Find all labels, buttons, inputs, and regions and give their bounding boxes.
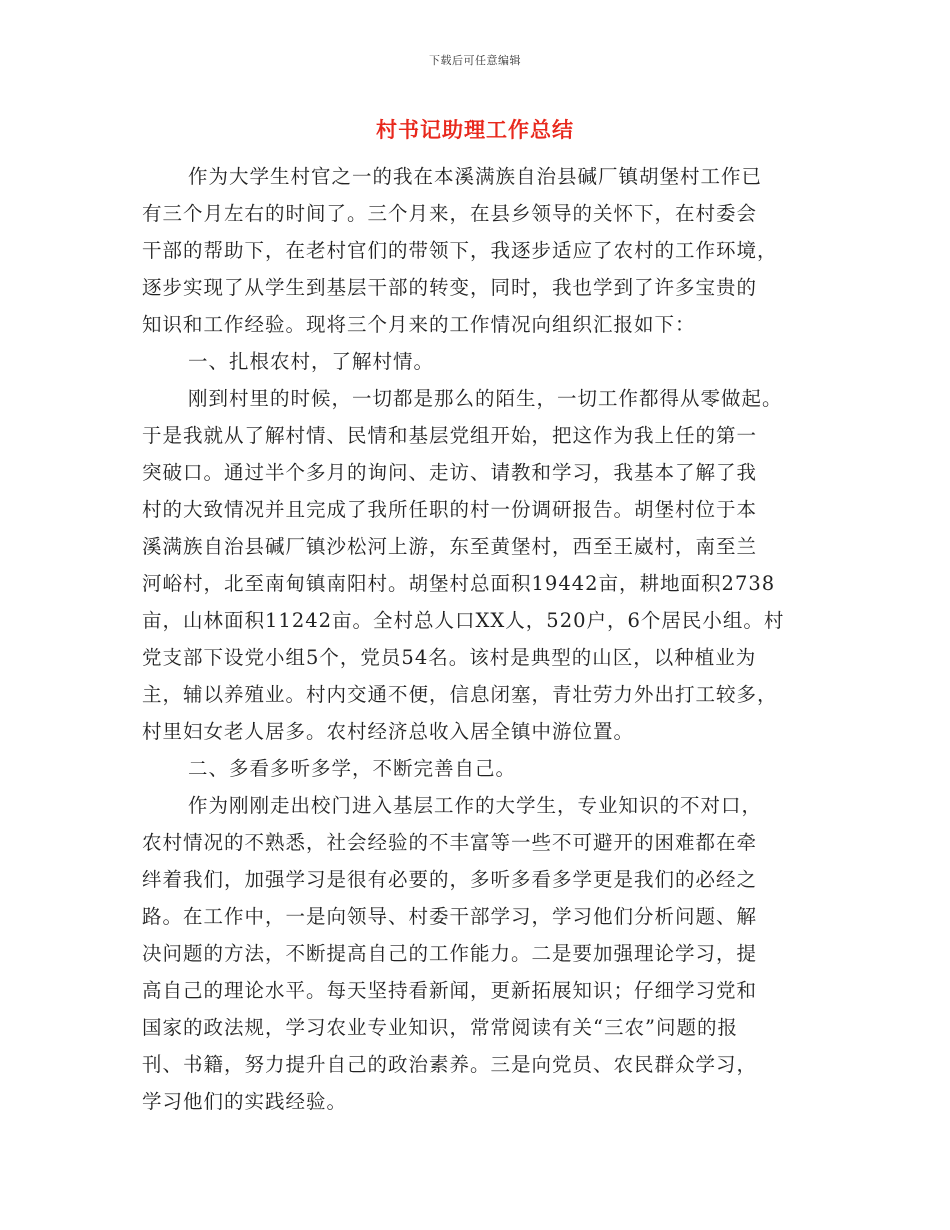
paragraph-line: 国家的政法规，学习农业专业知识，常常阅读有关“三农”问题的报 bbox=[142, 1016, 738, 1039]
paragraph-line: 学习他们的实践经验。 bbox=[142, 1090, 348, 1113]
paragraph-line: 作为大学生村官之一的我在本溪满族自治县碱厂镇胡堡村工作已 bbox=[188, 165, 763, 188]
section-heading: 一、扎根农村，了解村情。 bbox=[188, 350, 435, 373]
paragraph-line: 刊、书籍，努力提升自己的政治素养。三是向党员、农民群众学习， bbox=[142, 1053, 758, 1076]
header-note: 下载后可任意编辑 bbox=[429, 54, 521, 67]
paragraph-line: 高自己的理论水平。每天坚持看新闻，更新拓展知识；仔细学习党和 bbox=[142, 979, 758, 1002]
section-heading: 二、多看多听多学，不断完善自己。 bbox=[188, 757, 517, 780]
paragraph-line: 农村情况的不熟悉，社会经验的不丰富等一些不可避开的困难都在牵 bbox=[142, 831, 758, 854]
paragraph-line: 村里妇女老人居多。农村经济总收入居全镇中游位置。 bbox=[142, 720, 635, 743]
paragraph-line: 决问题的方法，不断提高自己的工作能力。二是要加强理论学习，提 bbox=[142, 942, 758, 965]
paragraph-line: 村的大致情况并且完成了我所任职的村一份调研报告。胡堡村位于本 bbox=[142, 498, 758, 521]
paragraph-line: 亩，山林面积11242亩。全村总人口XX人，520户，6个居民小组。村 bbox=[142, 609, 785, 632]
paragraph-line: 逐步实现了从学生到基层干部的转变，同时，我也学到了许多宝贵的 bbox=[142, 276, 758, 299]
paragraph-line: 绊着我们，加强学习是很有必要的，多听多看多学更是我们的必经之 bbox=[142, 868, 758, 891]
document-body bbox=[142, 158, 812, 1120]
paragraph-line: 溪满族自治县碱厂镇沙松河上游，东至黄堡村，西至王崴村，南至兰 bbox=[142, 535, 758, 558]
paragraph-line: 刚到村里的时候，一切都是那么的陌生，一切工作都得从零做起。 bbox=[188, 387, 783, 410]
paragraph-line: 路。在工作中，一是向领导、村委干部学习，学习他们分析问题、解 bbox=[142, 905, 758, 928]
paragraph-line: 作为刚刚走出校门进入基层工作的大学生，专业知识的不对口， bbox=[188, 794, 763, 817]
paragraph-line: 突破口。通过半个多月的询问、走访、请教和学习，我基本了解了我 bbox=[142, 461, 758, 484]
paragraph-line: 党支部下设党小组5个，党员54名。该村是典型的山区，以种植业为 bbox=[142, 646, 757, 669]
paragraph-line: 有三个月左右的时间了。三个月来，在县乡领导的关怀下，在村委会 bbox=[142, 202, 758, 225]
paragraph-line: 干部的帮助下，在老村官们的带领下，我逐步适应了农村的工作环境， bbox=[142, 239, 778, 262]
paragraph-line: 主，辅以养殖业。村内交通不便，信息闭塞，青壮劳力外出打工较多， bbox=[142, 683, 778, 706]
paragraph-line: 知识和工作经验。现将三个月来的工作情况向组织汇报如下： bbox=[142, 313, 696, 336]
paragraph-line: 于是我就从了解村情、民情和基层党组开始，把这作为我上任的第一 bbox=[142, 424, 758, 447]
paragraph-line: 河峪村，北至南甸镇南阳村。胡堡村总面积19442亩，耕地面积2738 bbox=[142, 572, 776, 595]
document-title: 村书记助理工作总结 bbox=[376, 117, 574, 142]
